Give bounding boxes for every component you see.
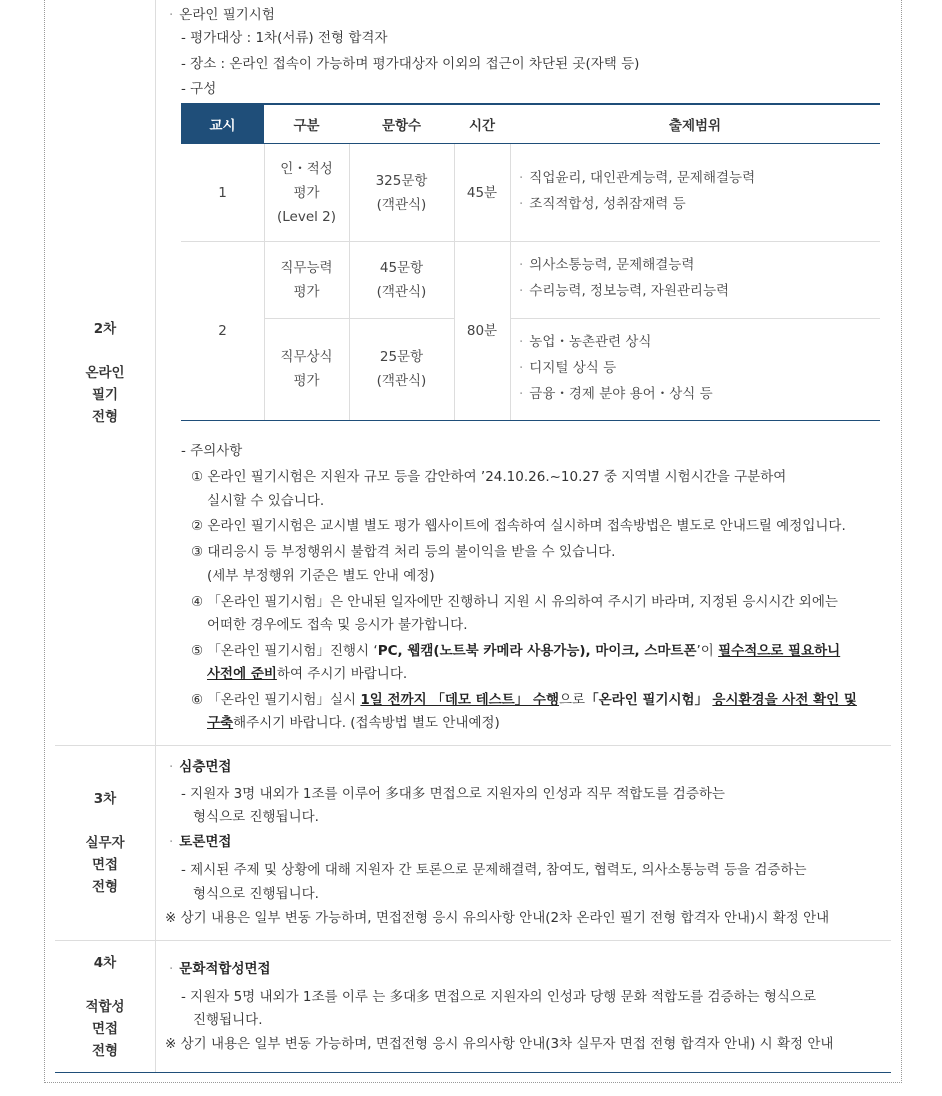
period-cell: 1: [218, 184, 227, 201]
table-header: 시간: [454, 103, 510, 144]
note-item: 사전에 준비하여 주시기 바랍니다.: [207, 666, 408, 682]
interview-desc: - 지원자 3명 내외가 1조를 이루어 多대多 면접으로 지원자의 인성과 직무 적합도를 검증하는: [181, 786, 725, 802]
interview-desc: 형식으로 진행됩니다.: [193, 809, 319, 825]
notes-title: - 주의사항: [181, 443, 243, 459]
interview-desc: 진행됩니다.: [193, 1012, 263, 1028]
note-item: ① 온라인 필기시험은 지원자 규모 등을 감안하여 ’24.10.26.~10.27 중 지역별 시험시간을 구분하여: [191, 469, 787, 485]
note-item: (세부 부정행위 기준은 별도 안내 예정): [207, 568, 435, 584]
composition-text: - 구성: [181, 81, 217, 97]
interview-title: · 문화적합성면접: [169, 961, 271, 977]
scope-item: · 의사소통능력, 문제해결능력: [519, 257, 695, 273]
interview-desc: - 지원자 5명 내외가 1조를 이루 는 多대多 면접으로 지원자의 인성과 당행 문화 적합도를 검증하는 형식으로: [181, 989, 817, 1005]
interview-title: · 토론면접: [169, 834, 232, 850]
time-cell: 45분: [466, 184, 498, 201]
count-cell: 325문항 (객관식): [375, 172, 428, 213]
category-cell: 인・적성 평가 (Level 2): [276, 160, 337, 225]
scope-item: · 농업・농촌관련 상식: [519, 334, 652, 350]
exam-table: [181, 103, 880, 421]
bullet-item: · 온라인 필기시험: [169, 7, 275, 23]
stage-3-label: [55, 746, 156, 940]
interview-desc: - 제시된 주제 및 상황에 대해 지원자 간 토론으로 문제해결력, 참여도, 협력도, 의사소통능력 등을 검증하는: [181, 862, 807, 878]
note-item: ⑥ 「온라인 필기시험」실시 1일 전까지 「데모 테스트」 수행으로「온라인 필기시험」 응시환경을 사전 확인 및: [191, 692, 857, 708]
stage-4-content: [155, 941, 891, 1072]
target-text: - 평가대상 : 1차(서류) 전형 합격자: [181, 30, 388, 46]
note-item: ③ 대리응시 등 부정행위시 불합격 처리 등의 불이익을 받을 수 있습니다.: [191, 544, 616, 560]
stage-name-line: 전형: [91, 1042, 119, 1059]
scope-item: · 조직적합성, 성취잠재력 등: [519, 196, 686, 212]
table-header: 문항수: [349, 103, 454, 144]
place-text: - 장소 : 온라인 접속이 가능하며 평가대상자 이외의 접근이 차단된 곳(자택 등): [181, 56, 640, 72]
table-header: 출제범위: [510, 103, 880, 144]
stage-name-line: 전형: [91, 879, 119, 895]
count-cell: 25문항 (객관식): [376, 349, 427, 389]
stage-2-label: [55, 0, 156, 745]
note-item: ⑤ 「온라인 필기시험」진행시 ‘PC, 웹캠(노트북 카메라 사용가능), 마이크, 스마트폰’이 필수적으로 필요하니: [191, 643, 841, 659]
stage-name-line: 면접: [91, 1020, 119, 1037]
category-cell: 직무상식 평가: [280, 349, 333, 389]
table-header: 구분: [264, 103, 349, 144]
scope-item: · 직업윤리, 대인관계능력, 문제해결능력: [519, 170, 756, 186]
footnote: ※ 상기 내용은 일부 변동 가능하며, 면접전형 응시 유의사항 안내(3차 실무자 면접 전형 합격자 안내) 시 확정 안내: [165, 1036, 834, 1052]
stage-name-line: 필기: [91, 386, 119, 403]
stage-number: 2차: [93, 320, 117, 337]
stage-4-label: [55, 941, 156, 1072]
period-cell: 2: [218, 322, 227, 339]
time-cell: 80분: [466, 322, 498, 339]
stage-4-row: [55, 941, 891, 1073]
note-item: ② 온라인 필기시험은 교시별 별도 평가 웹사이트에 접속하여 실시하며 접속방법은 별도로 안내드릴 예정입니다.: [191, 518, 846, 534]
stage-number: 3차: [93, 791, 117, 807]
interview-title: · 심층면접: [169, 759, 232, 775]
stage-2-content: [155, 0, 891, 745]
content-frame: [44, 0, 902, 1083]
count-cell: 45문항 (객관식): [376, 259, 427, 300]
note-item: 구축해주시기 바랍니다. (접속방법 별도 안내예정): [207, 715, 500, 731]
category-cell: 직무능력 평가: [280, 259, 333, 300]
stage-name-line: 온라인: [85, 364, 125, 381]
stage-3-row: [55, 746, 891, 941]
scope-item: · 디지털 상식 등: [519, 360, 617, 376]
note-item: ④ 「온라인 필기시험」은 안내된 일자에만 진행하니 지원 시 유의하여 주시기 바라며, 지정된 응시시간 외에는: [191, 594, 838, 610]
stage-name-line: 전형: [91, 408, 119, 425]
stage-2-row: [55, 0, 891, 746]
note-item: 어떠한 경우에도 접속 및 응시가 불가합니다.: [207, 617, 468, 633]
note-item: 실시할 수 있습니다.: [207, 493, 325, 509]
scope-item: · 수리능력, 정보능력, 자원관리능력: [519, 283, 730, 299]
stage-3-content: [155, 746, 891, 940]
footnote: ※ 상기 내용은 일부 변동 가능하며, 면접전형 응시 유의사항 안내(2차 온라인 필기 전형 합격자 안내)시 확정 안내: [165, 910, 830, 926]
stage-number: 4차: [93, 954, 117, 971]
stage-name-line: 면접: [91, 857, 119, 873]
scope-item: · 금융・경제 분야 용어・상식 등: [519, 386, 713, 402]
stage-name-line: 적합성: [85, 998, 125, 1015]
stage-name-line: 실무자: [85, 835, 125, 851]
interview-desc: 형식으로 진행됩니다.: [193, 886, 319, 902]
table-header: 교시: [181, 103, 264, 144]
